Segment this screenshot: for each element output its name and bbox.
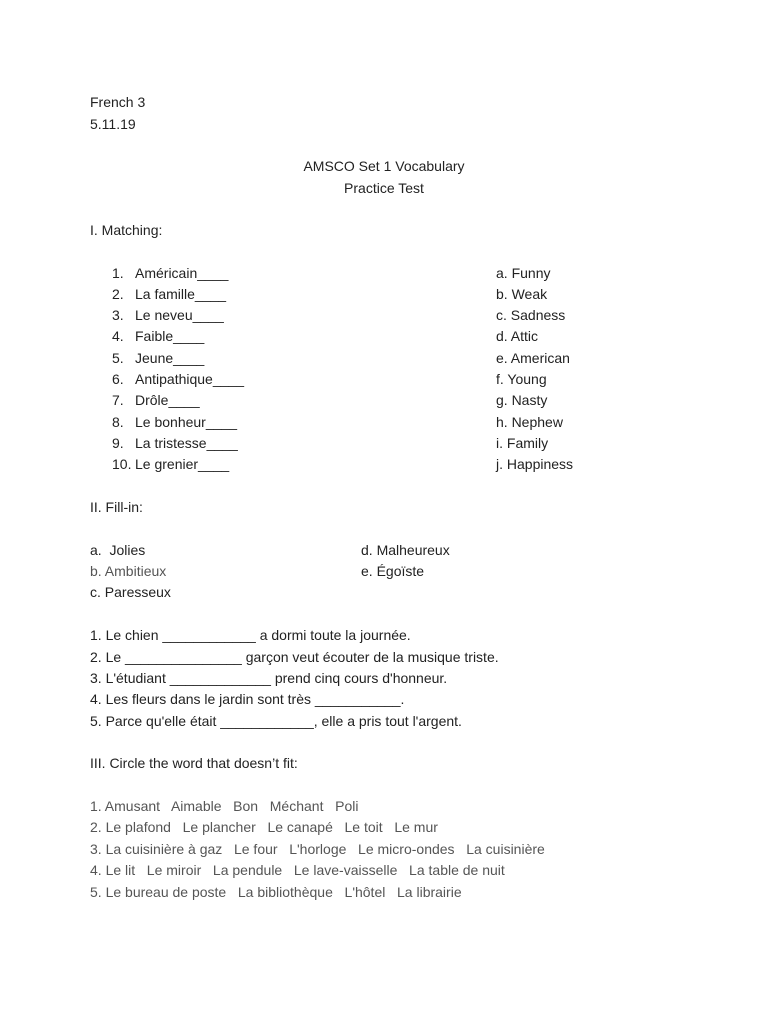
- matching-number: 6.: [112, 371, 124, 387]
- matching-number: 7.: [112, 392, 124, 408]
- matching-term: Drôle____: [135, 392, 200, 408]
- matching-term: Faible____: [135, 328, 205, 344]
- section-matching-heading: I. Matching:: [90, 222, 163, 238]
- matching-term: Le neveu____: [135, 307, 224, 323]
- matching-number: 9.: [112, 435, 124, 451]
- matching-term: Le bonheur____: [135, 414, 237, 430]
- fillin-sentence: 5. Parce qu'elle était ____________, elle a pris tout l'argent.: [90, 713, 462, 729]
- word-bank-item: b. Ambitieux: [90, 563, 167, 579]
- matching-term: Antipathique____: [135, 371, 244, 387]
- matching-term: Le grenier____: [135, 456, 230, 472]
- date: 5.11.19: [90, 116, 136, 132]
- course-name: French 3: [90, 94, 146, 110]
- circle-row: 3. La cuisinière à gaz Le four L'horloge Le micro-ondes La cuisinière: [90, 841, 545, 857]
- matching-term: Jeune____: [135, 350, 205, 366]
- circle-row: 4. Le lit Le miroir La pendule Le lave-vaisselle La table de nuit: [90, 862, 505, 878]
- matching-answer: h. Nephew: [496, 414, 563, 430]
- fillin-sentence: 2. Le _______________ garçon veut écouter de la musique triste.: [90, 649, 499, 665]
- matching-term: La famille____: [135, 286, 227, 302]
- word-bank-item: a. Jolies: [90, 542, 146, 558]
- word-bank-item: d. Malheureux: [361, 542, 450, 558]
- fillin-sentence: 3. L'étudiant _____________ prend cinq cours d'honneur.: [90, 670, 448, 686]
- section-circle-heading: III. Circle the word that doesn’t fit:: [90, 755, 298, 771]
- matching-number: 4.: [112, 328, 124, 344]
- matching-answer: e. American: [496, 350, 570, 366]
- matching-term: La tristesse____: [135, 435, 238, 451]
- matching-term: Américain____: [135, 265, 229, 281]
- fillin-sentence: 1. Le chien ____________ a dormi toute la journée.: [90, 627, 411, 643]
- matching-number: 5.: [112, 350, 124, 366]
- word-bank-item: c. Paresseux: [90, 584, 171, 600]
- circle-row: 1. Amusant Aimable Bon Méchant Poli: [90, 798, 359, 814]
- matching-number: 8.: [112, 414, 124, 430]
- matching-number: 2.: [112, 286, 124, 302]
- word-bank-item: e. Égoïste: [361, 563, 425, 579]
- matching-answer: j. Happiness: [496, 456, 574, 472]
- matching-answer: g. Nasty: [496, 392, 548, 408]
- page-title: AMSCO Set 1 Vocabulary: [303, 158, 465, 174]
- matching-answer: b. Weak: [496, 286, 548, 302]
- matching-answer: d. Attic: [496, 328, 539, 344]
- matching-number: 3.: [112, 307, 124, 323]
- circle-row: 5. Le bureau de poste La bibliothèque L'hôtel La librairie: [90, 884, 462, 900]
- fillin-sentence: 4. Les fleurs dans le jardin sont très ___________.: [90, 691, 405, 707]
- matching-answer: i. Family: [496, 435, 549, 451]
- matching-answer: f. Young: [496, 371, 547, 387]
- circle-row: 2. Le plafond Le plancher Le canapé Le toit Le mur: [90, 819, 438, 835]
- section-fillin-heading: II. Fill-in:: [90, 499, 143, 515]
- page-subtitle: Practice Test: [344, 180, 424, 196]
- matching-answer: a. Funny: [496, 265, 551, 281]
- matching-number: 10.: [112, 456, 132, 472]
- matching-number: 1.: [112, 265, 124, 281]
- matching-answer: c. Sadness: [496, 307, 566, 323]
